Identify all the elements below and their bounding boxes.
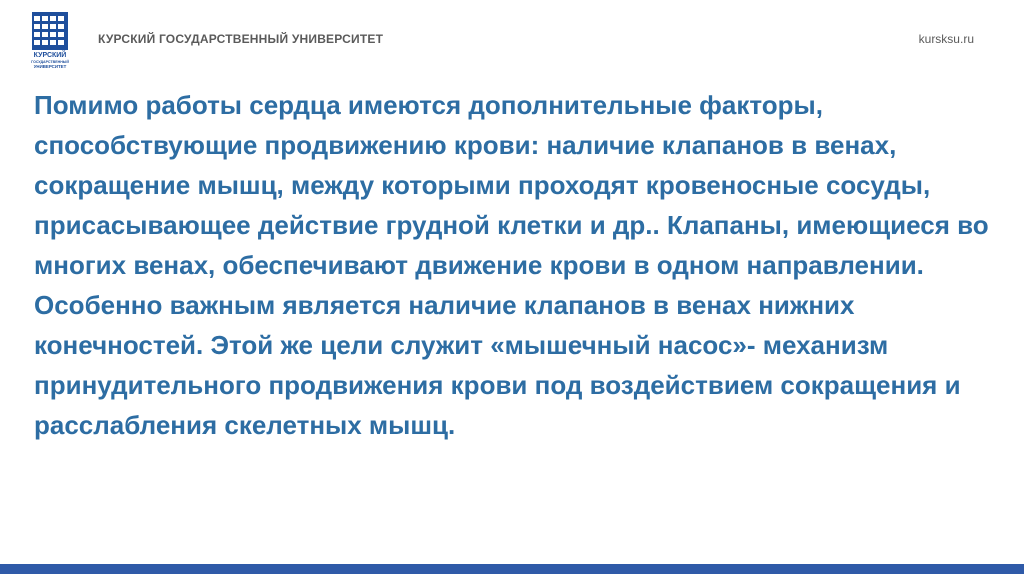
university-name: КУРСКИЙ ГОСУДАРСТВЕННЫЙ УНИВЕРСИТЕТ: [98, 32, 384, 46]
bottom-accent-bar: [0, 564, 1024, 574]
main-paragraph: Помимо работы сердца имеются дополнительные факторы, способствующие продвижению крови: наличие клапанов в венах, сокращение мышц, между которыми проходят кровеносные сосуды, присасывающее действие грудной клетки и др.. Клапаны, имеющиеся во многих венах, обеспечивают движение крови в одном направлении. Особенно важным является наличие клапанов в венах нижних конечностей. Этой же цели служит «мышечный насос»- механизм принудительного продвижения крови под воздействием сокращения и расслабления скелетных мышц.: [34, 90, 989, 440]
university-logo: [30, 8, 70, 70]
site-url: kursksu.ru: [918, 32, 974, 46]
logo-text-line2: ГОСУДАРСТВЕННЫЙ: [31, 60, 69, 64]
logo-text-line1: КУРСКИЙ: [33, 52, 67, 59]
university-building-icon: [30, 8, 70, 70]
logo-text-line3: УНИВЕРСИТЕТ: [33, 64, 67, 69]
slide-header: [0, 0, 1024, 80]
